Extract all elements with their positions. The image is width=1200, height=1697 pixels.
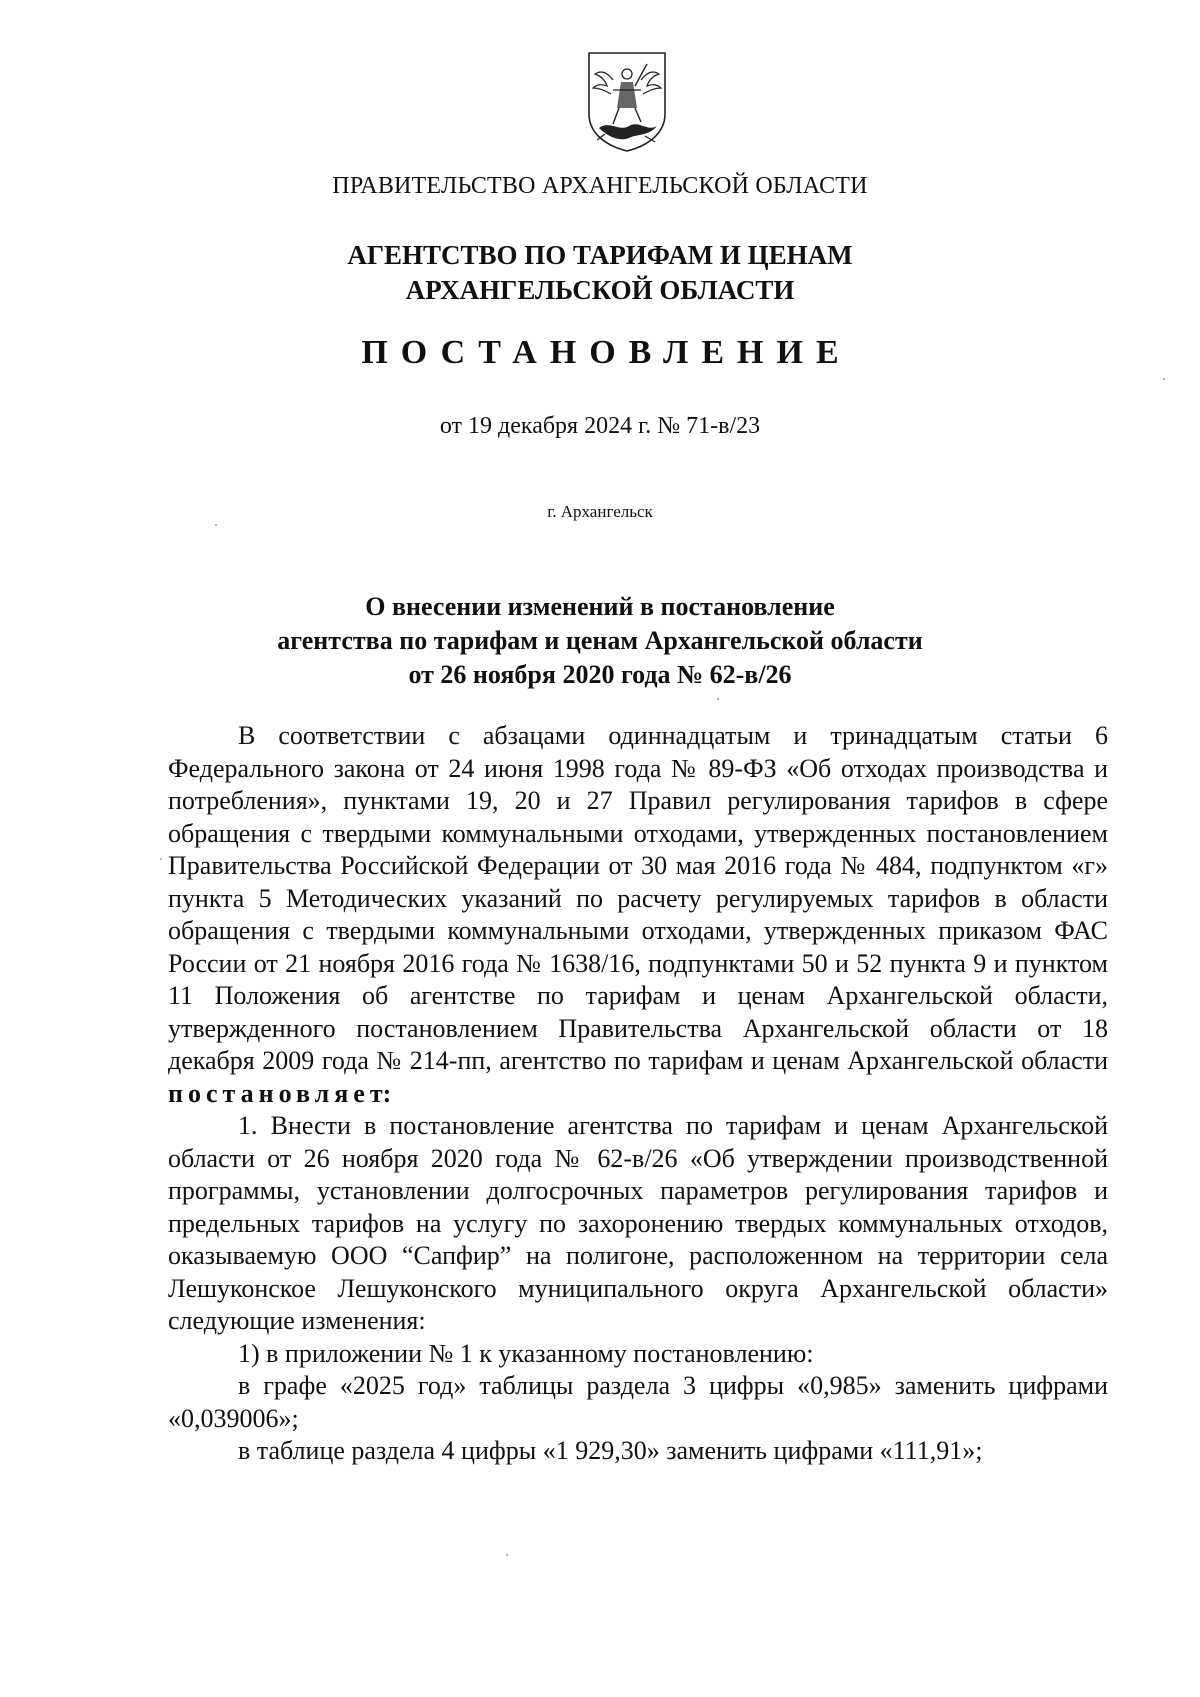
- resolves-word-end: т:: [369, 1078, 392, 1108]
- resolves-word: постановляе: [168, 1078, 370, 1108]
- document-type-title: ПОСТАНОВЛЕНИЕ: [361, 334, 852, 371]
- scan-speck: [160, 858, 162, 860]
- document-city: г. Архангельск: [547, 502, 653, 521]
- agency-name-line2: АРХАНГЕЛЬСКОЙ ОБЛАСТИ: [405, 275, 795, 305]
- scan-speck: [215, 524, 217, 526]
- change-2-paragraph: в таблице раздела 4 цифры «1 929,30» заменить цифрами «111,91»;: [238, 1436, 983, 1465]
- government-name: ПРАВИТЕЛЬСТВО АРХАНГЕЛЬСКОЙ ОБЛАСТИ: [332, 173, 868, 199]
- change-1-paragraph: в графе «2025 год» таблицы раздела 3 цифры «0,985» заменить цифрами «0,039006»;: [168, 1371, 1108, 1433]
- subject-line2: агентства по тарифам и ценам Архангельской области: [277, 626, 923, 655]
- coat-of-arms-emblem: [583, 50, 671, 154]
- document-subject: [0, 590, 1200, 692]
- agency-name-line1: АГЕНТСТВО ПО ТАРИФАМ И ЦЕНАМ: [347, 240, 853, 270]
- document-body: [168, 720, 1108, 1468]
- preamble-text: В соответствии с абзацами одиннадцатым и тринадцатым статьи 6 Федерального закона от 24 июня 1998 года № 89-ФЗ «Об отходах производства и потребления», пунктами 19, 20 и 27 Правил регулирования тарифов в сфере обращения с твердыми коммунальными отходами, утвержденных постановлением Правительства Российской Федерации от 30 мая 2016 года № 484, подпунктом «г» пункта 5 Методических указаний по расчету регулируемых тарифов в области обращения с твердыми коммунальными отходами, утвержденных приказом ФАС России от 21 ноября 2016 года № 1638/16, подпунктами 50 и 52 пункта 9 и пунктом 11 Положения об агентстве по тарифам и ценам Архангельской области, утвержденного постановлением Правительства Архангельской области от 18 декабря 2009 года № 214-пп, агентство по тарифам и ценам Архангельской области: [168, 721, 1108, 1075]
- preamble-paragraph: [168, 720, 1108, 1110]
- subject-line1: О внесении изменений в постановление: [365, 592, 835, 621]
- subitem-1-paragraph: 1) в приложении № 1 к указанному постановлению:: [238, 1338, 814, 1368]
- document-date-number: от 19 декабря 2024 г. № 71-в/23: [439, 413, 761, 439]
- scan-speck: [1163, 378, 1165, 380]
- scan-speck: [717, 698, 719, 700]
- item-1-paragraph: 1. Внести в постановление агентства по тарифам и ценам Архангельской области от 26 ноября 2020 года № 62-в/26 «Об утверждении производственной программы, установлении долгосрочных параметров регулирования тарифов и предельных тарифов на услугу по захоронению твердых коммунальных отходов, оказываемую ООО “Сапфир” на полигоне, расположенном на территории села Лешуконское Лешуконского муниципального округа Архангельской области» следующие изменения:: [168, 1111, 1108, 1335]
- subject-line3: от 26 ноября 2020 года № 62-в/26: [408, 660, 792, 689]
- agency-name: [0, 238, 1200, 308]
- scan-speck: [506, 1554, 508, 1556]
